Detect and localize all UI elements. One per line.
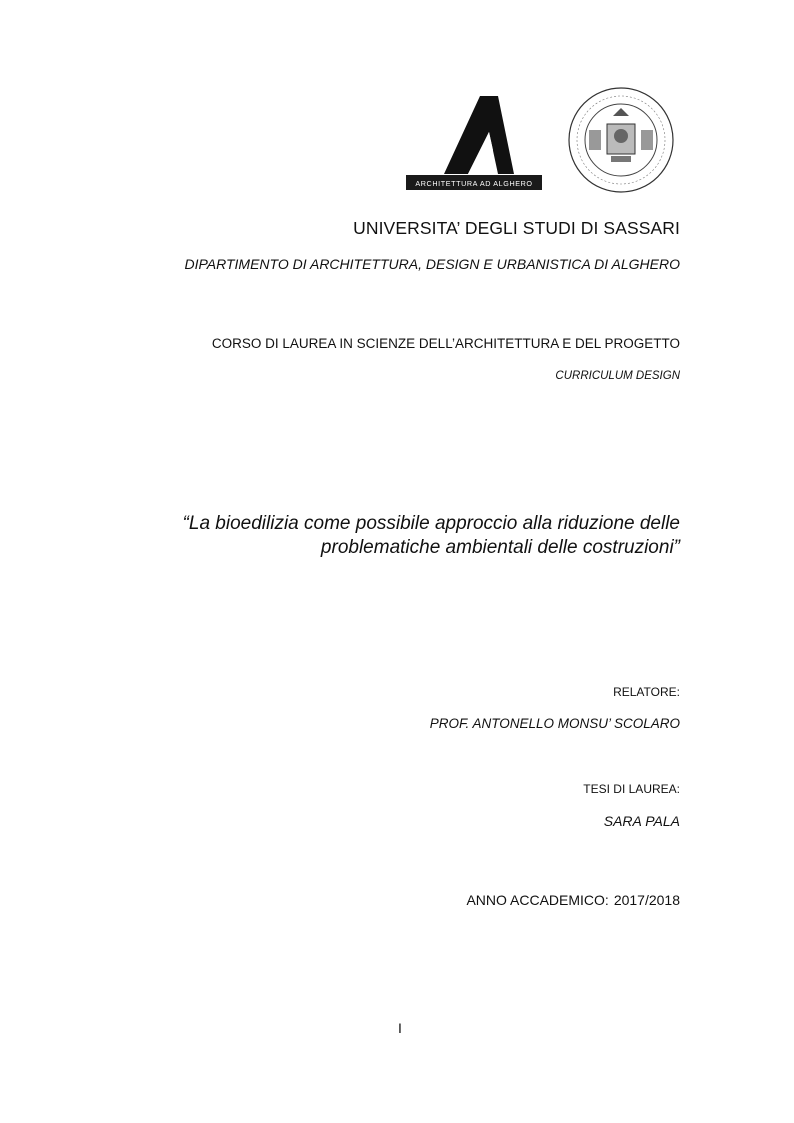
academic-year-value: 2017/2018 [613, 892, 680, 908]
department-name: DIPARTIMENTO DI ARCHITETTURA, DESIGN E URBANISTICA DI ALGHERO [184, 256, 680, 272]
course-name: CORSO DI LAUREA IN SCIENZE DELL’ARCHITETTURA E DEL PROGETTO [211, 336, 680, 351]
thesis-title [183, 512, 680, 560]
thesis-title-line-1: “La bioedilizia come possibile approccio alla riduzione delle [182, 513, 680, 534]
department-logo [406, 88, 542, 190]
curriculum: CURRICULUM DESIGN [555, 370, 680, 382]
academic-year-label: ANNO ACCADEMICO: [466, 892, 609, 908]
academic-year [466, 892, 680, 908]
thesis-title-line-2: problematiche ambientali delle costruzioni” [320, 537, 680, 558]
logo-caption: ARCHITETTURA AD ALGHERO [415, 179, 533, 188]
supervisor-name: PROF. ANTONELLO MONSU’ SCOLARO [429, 716, 680, 731]
architecture-a-logo-icon [406, 88, 542, 190]
university-seal [567, 86, 675, 194]
university-seal-icon [567, 86, 675, 194]
supervisor-label: RELATORE: [613, 685, 680, 699]
author-name: SARA PALA [603, 813, 680, 829]
university-name: UNIVERSITA’ DEGLI STUDI DI SASSARI [353, 218, 680, 238]
author-label: TESI DI LAUREA: [583, 782, 680, 796]
page-number: I [398, 1020, 402, 1036]
